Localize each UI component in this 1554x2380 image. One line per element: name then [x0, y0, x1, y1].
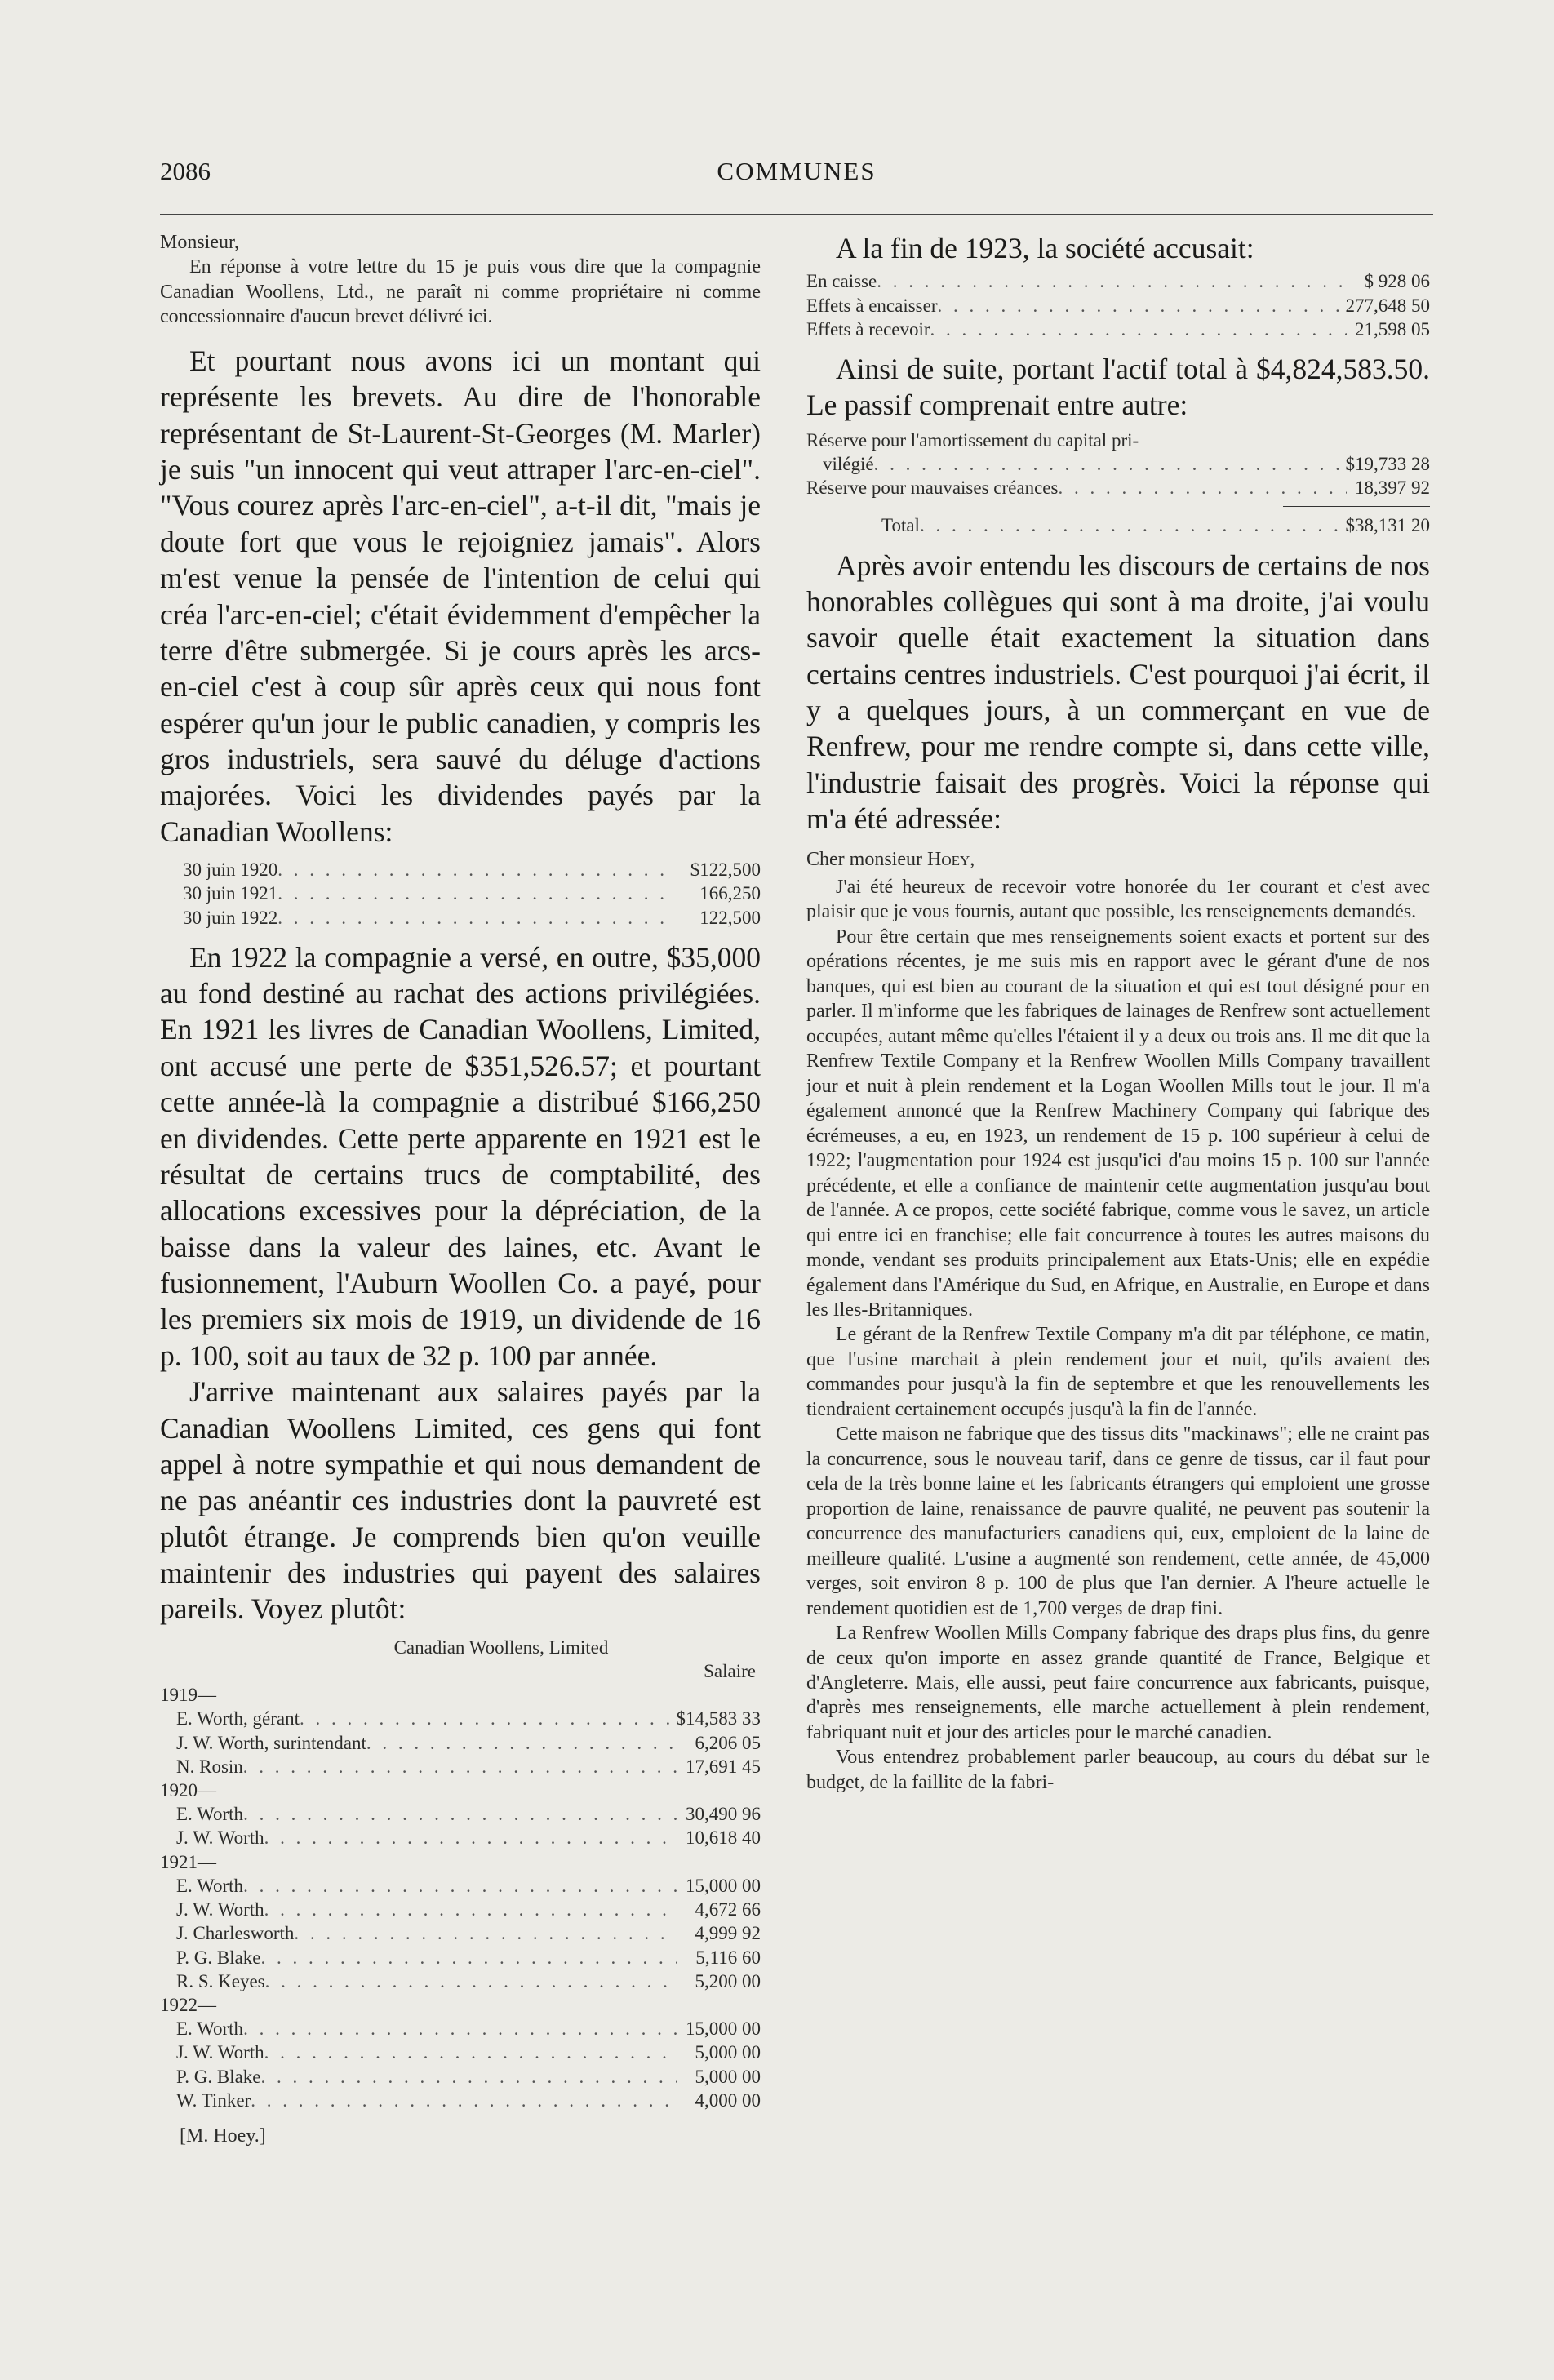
employee-name: N. Rosin: [176, 1756, 243, 1777]
letter-paragraph: Cette maison ne fabrique que des tissus dits "mackinaws"; elle ne craint pas la concurrence, sous le nouveau tarif, dans ce genre de tissus, car il faut pour cela de la très bonne laine et les fabricants étrangers qui emploient une grosse proportion de laine, renaissance de pauvre qualité, ne peuvent pas soutenir la concurrence des manufacturiers canadiens qui, eux, emploient de la laine de meilleure qualité. L'usine a augmenté son rendement, cette année, de 45,000 verges, soit environ 8 p. 100 de plus que l'an dernier. A l'heure actuelle le rendement quotidien est de 1,700 verges de drap fini.: [806, 1423, 1430, 1619]
employee-name: J. W. Worth: [176, 1899, 264, 1920]
leader-dots: [261, 2065, 678, 2089]
asset-row: [806, 294, 1430, 317]
dividend-date: 30 juin 1921: [183, 883, 278, 904]
salary-amount: 4,999 92: [695, 1923, 761, 1944]
leader-dots: [243, 1755, 677, 1778]
leader-dots: [264, 1826, 677, 1849]
left-column: [160, 230, 761, 2147]
employee-name: J. W. Worth: [176, 2042, 264, 2063]
salary-row: [160, 1898, 761, 1921]
salary-column-header: [160, 1659, 761, 1683]
asset-value: 21,598 05: [1355, 318, 1430, 340]
asset-value: $ 928 06: [1364, 271, 1430, 292]
employee-name: E. Worth: [176, 2018, 244, 2040]
dividend-list: [160, 858, 761, 930]
asset-label: Effets à encaisser: [806, 295, 938, 316]
dividend-amount: 122,500: [699, 907, 761, 928]
salary-row: [160, 1731, 761, 1755]
leader-dots: [920, 513, 1341, 537]
salary-amount: 4,672 66: [695, 1899, 761, 1920]
leader-dots: [278, 906, 677, 930]
salary-row: [160, 1946, 761, 1969]
paragraph: Et pourtant nous avons ici un montant qui représente les brevets. Au dire de l'honorable représentant de St-Laurent-St-Georges (M. Marler) je suis "un innocent qui veut attraper l'arc-en-ciel". "Vous courez après l'arc-en-ciel", a-t-il dit, "mais je doute fort que vous le rejoigniez jamais". Alors m'est venue la pensée de l'intention de celui qui créa l'arc-en-ciel; c'était évidemment d'empêcher la terre d'être submergée. Si je cours après les arcs-en-ciel c'est à coup sûr après ceux qui nous font espérer qu'un jour le public canadien, y compris les gros industriels, sera sauvé du déluge d'actions majorées. Voici les dividendes payés par la Canadian Woollens:: [160, 344, 761, 848]
employee-name: J. Charlesworth: [176, 1923, 295, 1944]
asset-label: Effets à recevoir: [806, 318, 930, 340]
salary-amount: 4,000 00: [695, 2089, 761, 2111]
asset-row: [806, 317, 1430, 341]
dividend-date: 30 juin 1920: [183, 859, 278, 881]
paragraph: En 1922 la compagnie a versé, en outre, $35,000 au fond destiné au rachat des actions privilégiées. En 1921 les livres de Canadian Woollens, Limited, ont accusé une perte de $351,526.57; et pourtant cette année-là la compagnie a distribué $166,250 en dividendes. Cette perte apparente en 1921 est le résultat de certains trucs de comptabilité, des allocations excessives pour la dépréciation, de la baisse dans la valeur des laines, etc. Avant le fusionnement, l'Auburn Woollen Co. a payé, pour les premiers six mois de 1919, un dividende de 16 p. 100, soit au taux de 32 p. 100 par année.: [160, 940, 761, 1372]
dividend-row: [160, 858, 761, 881]
liabilities-list: [806, 428, 1430, 538]
salary-amount: 5,000 00: [695, 2066, 761, 2087]
leader-dots: [278, 881, 677, 905]
salary-amount: 10,618 40: [686, 1827, 761, 1849]
assets-list: [806, 269, 1430, 341]
letter-salutation: [806, 847, 1430, 872]
salary-row: [160, 2089, 761, 2112]
salary-table: [160, 1636, 761, 2112]
salary-row: [160, 1969, 761, 1993]
salary-row: [160, 1802, 761, 1826]
year-label: 1920—: [160, 1780, 216, 1801]
salary-row: [160, 2017, 761, 2040]
total-label: Total: [881, 515, 920, 536]
salary-row: [160, 2065, 761, 2089]
reserve-label-line: Réserve pour l'amortissement du capital pri-: [806, 429, 1139, 451]
salary-row: [160, 1921, 761, 1945]
speaker-note: [M. Hoey.]: [180, 2125, 266, 2147]
header-rule: [160, 214, 1433, 215]
paragraph: A la fin de 1923, la société accusait:: [836, 232, 1254, 264]
salutation-name: Hoey,: [926, 848, 975, 870]
letter-paragraph: Vous entendrez probablement parler beaucoup, au cours du débat sur le budget, de la faillite de la fabri-: [806, 1747, 1430, 1793]
running-title: COMMUNES: [717, 157, 877, 185]
salary-amount: 5,116 60: [695, 1947, 761, 1968]
liability-row: [806, 476, 1430, 500]
asset-label: En caisse: [806, 271, 877, 292]
employee-name: E. Worth: [176, 1875, 244, 1896]
liability-label: vilégié: [823, 453, 874, 474]
leader-dots: [930, 317, 1347, 341]
leader-dots: [243, 1874, 677, 1898]
leader-dots: [261, 1946, 678, 1969]
leader-dots: [1058, 476, 1347, 500]
salary-amount: 15,000 00: [686, 1875, 761, 1896]
letter-paragraph: Le gérant de la Renfrew Textile Company m'a dit par téléphone, ce matin, que l'usine marchait à plein rendement jour et nuit, qu'ils avaient des commandes pour jusqu'à la fin de septembre et que les renouvellements les tiendraient certainement occupés jusqu'à la fin de l'année.: [806, 1324, 1430, 1420]
year-label: 1921—: [160, 1851, 216, 1872]
employee-name: J. W. Worth: [176, 1827, 264, 1849]
salary-row: [160, 2040, 761, 2064]
letter-body: En réponse à votre lettre du 15 je puis vous dire que la compagnie Canadian Woollens, Ltd., ne paraît ni comme propriétaire ni comme concessionnaire d'aucun brevet délivré ici.: [160, 256, 761, 328]
leader-dots: [243, 2017, 677, 2040]
salary-row: [160, 1826, 761, 1849]
paragraph: Ainsi de suite, portant l'actif total à $4,824,583.50. Le passif comprenait entre autre:: [806, 352, 1430, 422]
liability-label: Réserve pour mauvaises créances: [806, 477, 1059, 499]
letter-paragraph: Pour être certain que mes renseignements soient exacts et portent sur des opérations récentes, je me suis mis en rapport avec le gérant d'une de nos banques, qui est bien au courant de la situation et qui est tout désigné pour en parler. Il m'informe que les fabriques de lainages de Renfrew sont actuellement occupées, autant même qu'elles l'étaient il y a deux ou trois ans. Il me dit que la Renfrew Textile Company et la Renfrew Woollen Mills Company travaillent jour et nuit à plein rendement et la Logan Woollen Mills tout le jour. Il m'a également annoncé que la Renfrew Machinery Company qui fabrique des écrémeuses, a eu, en 1923, un rendement de 15 p. 100 supérieur à celui de 1922; l'augmentation pour 1924 est jusqu'ici d'au moins 15 p. 100 sur l'année précédente, et elle a confiance de maintenir cette augmentation jusqu'au bout de l'année. A ce propos, cette société fabrique, comme vous le savez, un article qui entre ici en franchise; elle fait concurrence à toutes les autres maisons du monde, vendant ses produits principalement aux Etats-Unis; elle en expédie également dans l'Amérique du Sud, en Afrique, en Australie, en Europe et dans les Iles-Britanniques.: [806, 926, 1430, 1321]
year-label: 1922—: [160, 1994, 216, 2015]
salary-table-title: Canadian Woollens, Limited: [393, 1636, 609, 1658]
leader-dots: [265, 1969, 677, 1993]
dividend-amount: $122,500: [690, 859, 761, 881]
paragraph: Après avoir entendu les discours de certains de nos honorables collègues qui sont à ma droite, j'ai voulu savoir quelle était exactement la situation dans certains centres industriels. C'est pourquoi j'ai écrit, il y a quelques jours, à un commerçant en vue de Renfrew, pour me rendre compte si, dans cette ville, l'industrie faisait des progrès. Voici la réponse qui m'a été adressée:: [806, 548, 1430, 836]
leader-dots: [278, 858, 677, 881]
liability-row: [806, 452, 1430, 476]
year-label: 1919—: [160, 1685, 216, 1706]
leader-dots: [264, 1898, 677, 1921]
dividend-amount: 166,250: [699, 883, 761, 904]
employee-name: P. G. Blake: [176, 2066, 261, 2087]
page-header: [160, 157, 1433, 189]
employee-name: P. G. Blake: [176, 1947, 261, 1968]
liability-value: 18,397 92: [1355, 477, 1430, 499]
dividend-row: [160, 881, 761, 905]
employee-name: E. Worth, gérant: [176, 1708, 300, 1729]
leader-dots: [300, 1707, 671, 1730]
leader-dots: [243, 1802, 677, 1826]
leader-dots: [877, 269, 1347, 293]
asset-value: 277,648 50: [1345, 295, 1430, 316]
asset-row: [806, 269, 1430, 293]
total-value: $38,131 20: [1345, 515, 1430, 536]
employee-name: E. Worth: [176, 1804, 244, 1825]
salary-amount: 15,000 00: [686, 2018, 761, 2040]
letter-salutation: Monsieur,: [160, 232, 240, 253]
salary-row: [160, 1755, 761, 1778]
employee-name: R. S. Keyes: [176, 1970, 265, 1991]
salary-amount: $14,583 33: [676, 1708, 761, 1729]
leader-dots: [264, 2040, 677, 2064]
salary-header-label: Salaire: [704, 1661, 756, 1682]
page-number: 2086: [160, 157, 211, 185]
liability-value: $19,733 28: [1345, 453, 1430, 474]
letter-paragraph: J'ai été heureux de recevoir votre honorée du 1er courant et c'est avec plaisir que je vous fournis, autant que possible, les renseignements demandés.: [806, 877, 1430, 923]
leader-dots: [294, 1921, 677, 1945]
salary-row: [160, 1707, 761, 1730]
leader-dots: [251, 2089, 677, 2112]
right-column: [806, 230, 1430, 1795]
salary-amount: 30,490 96: [686, 1804, 761, 1825]
dividend-date: 30 juin 1922: [183, 907, 278, 928]
salary-amount: 17,691 45: [686, 1756, 761, 1777]
leader-dots: [874, 452, 1341, 476]
employee-name: W. Tinker: [176, 2089, 251, 2111]
letter-paragraph: La Renfrew Woollen Mills Company fabrique des draps plus fins, du genre de ceux qu'on importe en assez grande quantité de France, Belgique et d'Angleterre. Mais, elle aussi, peut faire concurrence aux fabricants, puisque, d'après mes renseignements, elle marche actuellement à plein rendement, fabriquant nuit et jour des articles pour le marché canadien.: [806, 1623, 1430, 1743]
salary-amount: 6,206 05: [695, 1732, 761, 1753]
total-row: [806, 513, 1430, 537]
dividend-row: [160, 906, 761, 930]
salary-row: [160, 1874, 761, 1898]
paragraph: J'arrive maintenant aux salaires payés par la Canadian Woollens Limited, ces gens qui font appel à notre sympathie et qui nous demandent de ne pas anéantir ces industries dont la pauvreté est plutôt étrange. Je comprends bien qu'on veuille maintenir des industries qui payent des salaires pareils. Voyez plutôt:: [160, 1375, 761, 1626]
leader-dots: [938, 294, 1341, 317]
salary-amount: 5,200 00: [695, 1970, 761, 1991]
total-rule: [1283, 506, 1430, 507]
salutation-prefix: Cher monsieur: [806, 848, 922, 870]
employee-name: J. W. Worth, surintendant: [176, 1732, 366, 1753]
leader-dots: [366, 1731, 677, 1755]
salary-amount: 5,000 00: [695, 2042, 761, 2063]
